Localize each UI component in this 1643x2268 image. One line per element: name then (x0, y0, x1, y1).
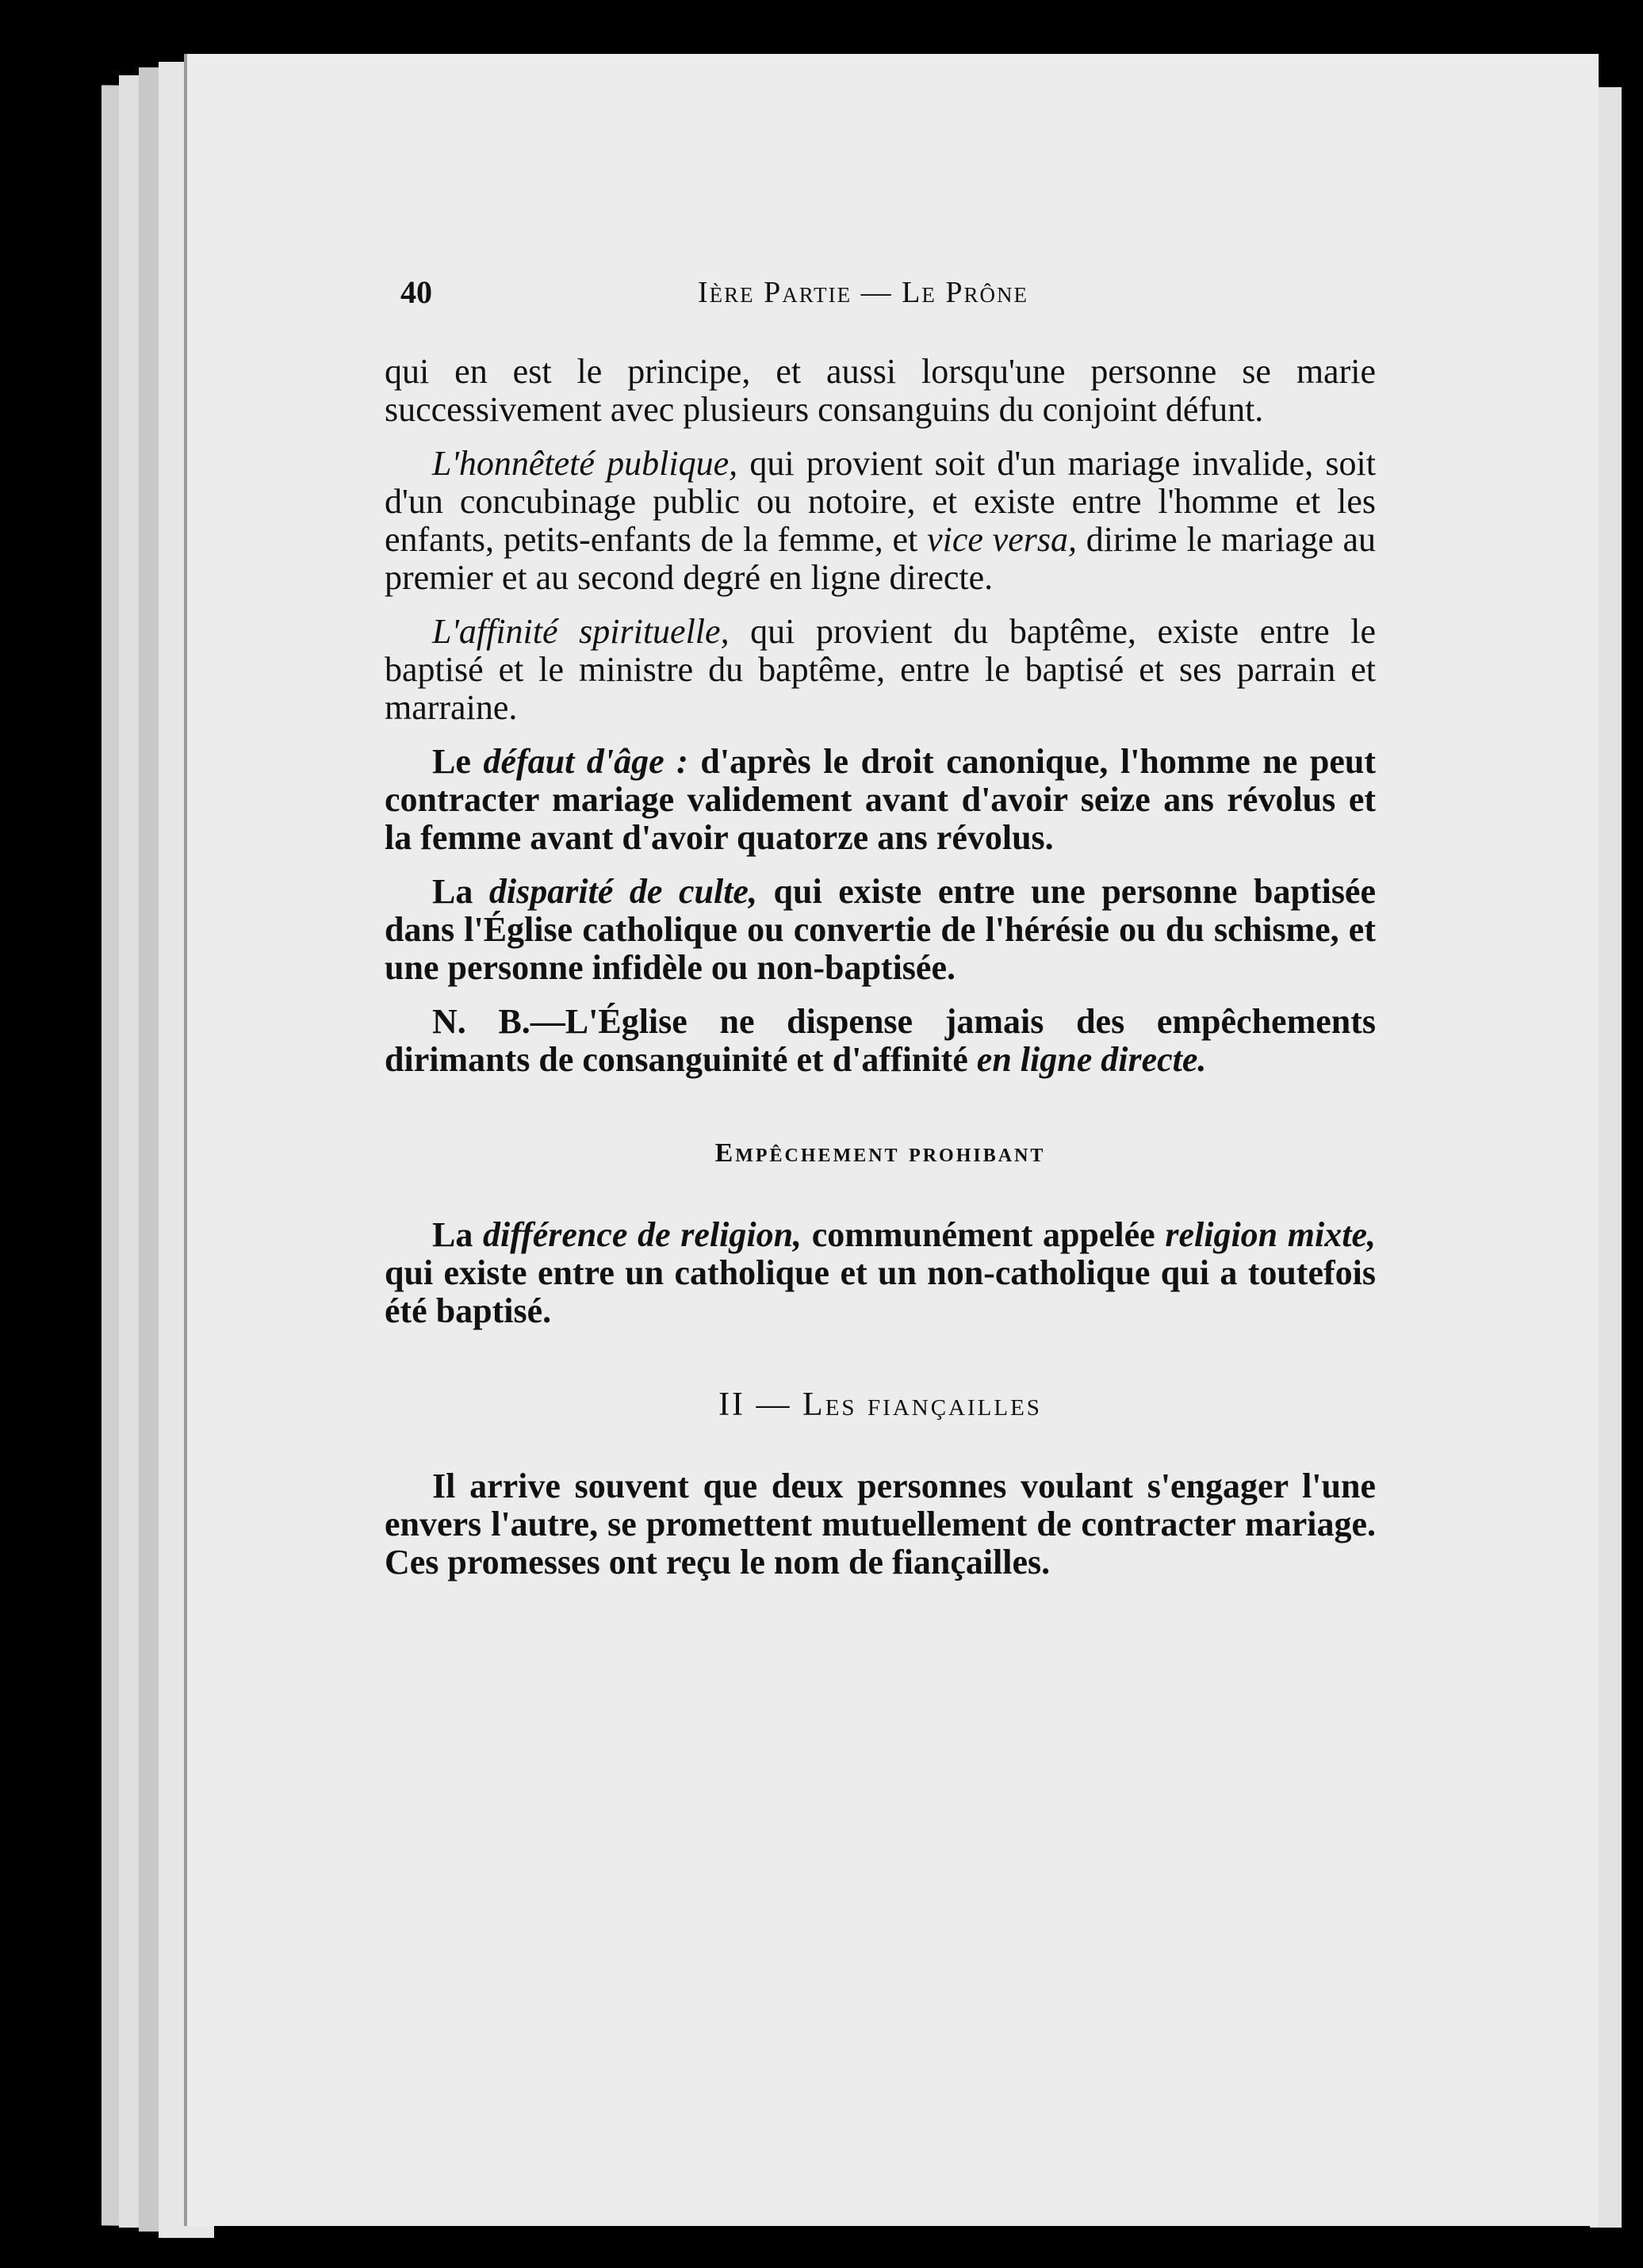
page-number: 40 (400, 274, 432, 310)
section-title-prohibiting-impediment: Empêchement prohibant (714, 1138, 1046, 1168)
term-age-defect: défaut d'âge : (483, 742, 688, 781)
page-text (385, 273, 1376, 1597)
paragraph-text: qui existe entre un catholique et un non-catholique qui a toutefois été baptisé. (385, 1253, 1376, 1330)
page-header (385, 273, 1376, 353)
running-head: Ière Partie — Le Prône (698, 276, 1028, 309)
paragraph-text: N. B.—L'Église ne dispense jamais des empêchements dirimants de consanguinité et d'affinité (385, 1002, 1376, 1079)
section-title-engagement: II — Les fiançailles (718, 1386, 1042, 1423)
paragraph-text: La (432, 872, 489, 911)
paragraph-text: La (432, 1215, 483, 1254)
paragraph-public-honesty (385, 445, 1376, 597)
paragraph-disparity-of-cult (385, 873, 1376, 987)
term-vice-versa: vice versa, (927, 520, 1077, 559)
paragraph-text: qui provient du baptême, existe entre le baptisé et le ministre du baptême, entre le baptisé et ses parrain et marraine. (385, 612, 1376, 727)
paragraph-nota-bene (385, 1003, 1376, 1079)
paragraph-spiritual-affinity (385, 613, 1376, 727)
paragraph-age-defect (385, 743, 1376, 857)
term-disparity-of-cult: disparité de culte, (488, 872, 757, 911)
paragraph-text: d'après le droit canonique, l'homme ne peut contracter mariage validement avant d'avoir seize ans révolus et la femme avant d'avoir quatorze ans révolus. (385, 742, 1376, 857)
paragraph-text: communément appelée (802, 1215, 1166, 1254)
term-public-honesty: L'honnêteté publique, (432, 444, 738, 483)
paragraph-engagement: Il arrive souvent que deux personnes voulant s'engager l'une envers l'autre, se promettent mutuellement de contracter mariage. Ces promesses ont reçu le nom de fiançailles. (385, 1467, 1376, 1581)
paragraph-text: qui provient soit d'un mariage invalide, soit d'un concubinage public ou notoire, et existe entre l'homme et les enfants, petits-enfants de la femme, et (385, 444, 1376, 559)
paragraph-mixed-religion (385, 1216, 1376, 1330)
term-difference-of-religion: différence de religion, (483, 1215, 802, 1254)
term-mixed-religion: religion mixte, (1165, 1215, 1376, 1254)
paragraph-text: Le (432, 742, 484, 781)
term-spiritual-affinity: L'affinité spirituelle, (432, 612, 730, 651)
paragraph-text: dirime le mariage au premier et au second degré en ligne directe. (385, 520, 1377, 597)
paragraph-consanguinity-end: qui en est le principe, et aussi lorsqu'une personne se marie successivement avec plusieurs consanguins du conjoint défunt. (385, 352, 1376, 429)
paragraph-text: qui existe entre une personne baptisée dans l'Église catholique ou convertie de l'hérésie ou du schisme, et une personne infidèle ou non-baptisée. (385, 872, 1376, 987)
term-direct-line: en ligne directe. (976, 1040, 1207, 1079)
